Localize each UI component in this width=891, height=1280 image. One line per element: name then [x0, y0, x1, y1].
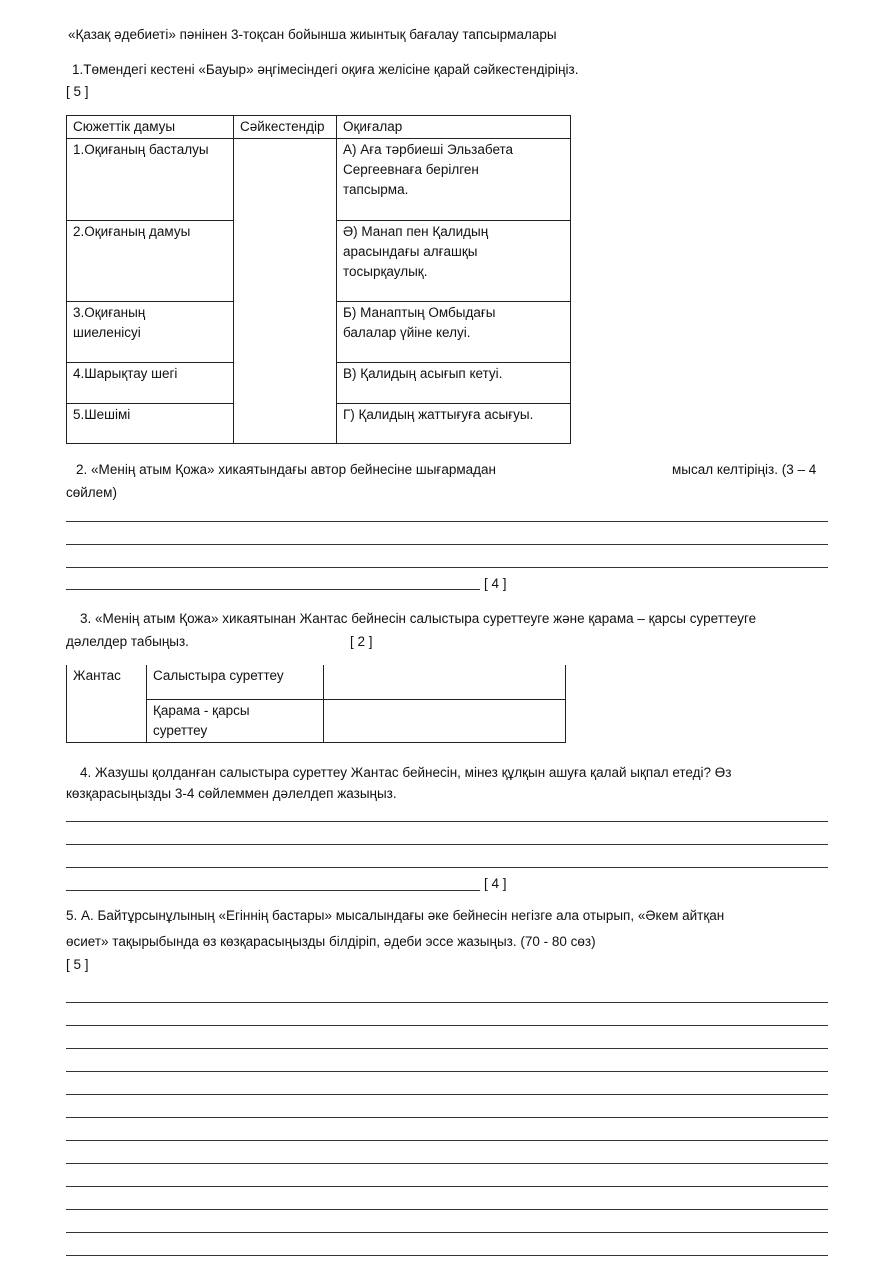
answer-line[interactable]: [66, 1209, 828, 1210]
q2-text-cont: сөйлем): [66, 485, 117, 500]
page-title: «Қазақ әдебиеті» пәнінен 3-тоқсан бойынша жиынтық бағалау тапсырмалары: [68, 27, 557, 42]
header-match: Сәйкестендір: [234, 116, 337, 139]
stage-cell: 4.Шарықтау шегі: [67, 363, 234, 404]
q2-text: 2. «Менің атым Қожа» хикаятындағы автор бейнесіне шығармадан: [76, 462, 496, 477]
answer-line[interactable]: [66, 589, 480, 590]
q5-text-cont: өсиет» тақырыбында өз көзқарасыңызды білдіріп, әдеби эссе жазыңыз. (70 - 80 сөз): [66, 934, 596, 949]
q2-text-end: мысал келтіріңіз. (3 – 4: [672, 462, 817, 477]
answer-line[interactable]: [66, 1255, 828, 1256]
answer-line[interactable]: [66, 1232, 828, 1233]
answer-line[interactable]: [66, 867, 828, 868]
q4-score: [ 4 ]: [484, 876, 507, 891]
q2-score: [ 4 ]: [484, 576, 507, 591]
contrast-label: Қарама - қарсы суреттеу: [147, 699, 324, 742]
answer-line[interactable]: [66, 1186, 828, 1187]
answer-line[interactable]: [66, 1140, 828, 1141]
answer-line[interactable]: [66, 544, 828, 545]
answer-line[interactable]: [66, 521, 828, 522]
contrast-answer-cell[interactable]: [324, 699, 566, 742]
q3-text: 3. «Менің атым Қожа» хикаятынан Жантас бейнесін салыстыра суреттеуге және қарама – қарсы суреттеуге: [80, 611, 757, 626]
event-cell: Б) Манаптың Омбыдағы балалар үйіне келуі.: [337, 302, 571, 363]
q5-score: [ 5 ]: [66, 957, 89, 972]
answer-line[interactable]: [66, 821, 828, 822]
answer-line[interactable]: [66, 1048, 828, 1049]
stage-cell: 1.Оқиғаның басталуы: [67, 139, 234, 221]
answer-line[interactable]: [66, 567, 828, 568]
q3-text-cont: дәлелдер табыңыз.: [66, 634, 189, 649]
stage-cell: 5.Шешімі: [67, 404, 234, 444]
answer-line[interactable]: [66, 1002, 828, 1003]
header-events: Оқиғалар: [337, 116, 571, 139]
q4-text: 4. Жазушы қолданған салыстыра суреттеу Жантас бейнесін, мінез құлқын ашуға қалай ықпал етеді? Өз: [80, 765, 732, 780]
header-stage: Сюжеттік дамуы: [67, 116, 234, 139]
q3-table: [66, 665, 566, 743]
answer-line[interactable]: [66, 1071, 828, 1072]
match-answer-cell[interactable]: [234, 139, 337, 444]
event-cell: В) Қалидың асығып кетуі.: [337, 363, 571, 404]
stage-cell: 2.Оқиғаның дамуы: [67, 221, 234, 302]
q4-text-cont: көзқарасыңызды 3-4 сөйлеммен дәлелдеп жазыңыз.: [66, 786, 397, 801]
event-cell: Г) Қалидың жаттығуға асығуы.: [337, 404, 571, 444]
answer-line[interactable]: [66, 844, 828, 845]
answer-line[interactable]: [66, 1025, 828, 1026]
answer-line[interactable]: [66, 1163, 828, 1164]
q1-text: 1.Төмендегі кестені «Бауыр» әңгімесіндегі оқиға желісіне қарай сәйкестендіріңіз.: [72, 62, 579, 77]
event-cell: А) Аға тәрбиеші Эльзабета Сергеевнаға берілген тапсырма.: [337, 139, 571, 221]
comparison-label: Салыстыра суреттеу: [147, 665, 324, 699]
character-name-cell: Жантас: [67, 665, 147, 742]
comparison-answer-cell[interactable]: [324, 665, 566, 699]
stage-cell: 3.Оқиғаның шиеленісуі: [67, 302, 234, 363]
q3-score: [ 2 ]: [350, 634, 373, 649]
answer-line[interactable]: [66, 890, 480, 891]
q1-table: [66, 115, 571, 444]
q5-text: 5. А. Байтұрсынұлының «Егіннің бастары» мысалындағы әке бейнесін негізге ала отырып, «Әкем айтқан: [66, 908, 725, 923]
q1-score: [ 5 ]: [66, 84, 89, 99]
event-cell: Ә) Манап пен Қалидың арасындағы алғашқы тосырқаулық.: [337, 221, 571, 302]
answer-line[interactable]: [66, 1094, 828, 1095]
answer-line[interactable]: [66, 1117, 828, 1118]
